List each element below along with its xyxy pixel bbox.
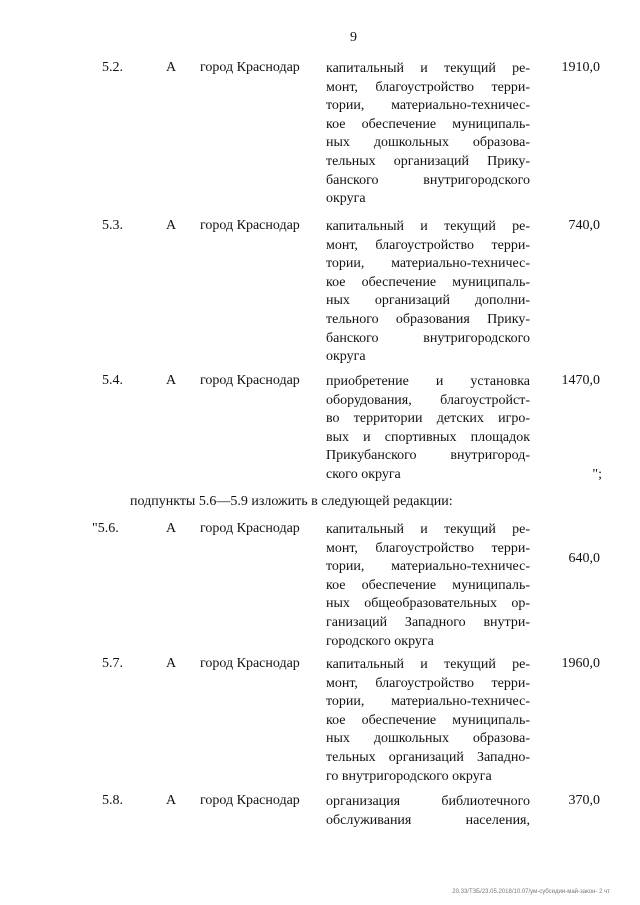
section-instruction: подпункты 5.6—5.9 изложить в следующей редакции: (130, 494, 453, 509)
description-line: во территории детских игро- (326, 411, 530, 427)
row-category: А (166, 60, 177, 75)
row-number: 5.7. (102, 656, 123, 671)
description-line: ского округа (326, 466, 401, 482)
description-line: монт, благоустройство терри- (326, 79, 530, 95)
description-line: капитальный и текущий ре- (326, 61, 530, 76)
description-line: городского округа (326, 633, 434, 649)
description-line: тельных организаций Прику- (326, 153, 530, 169)
row-category: А (166, 521, 177, 536)
row-description (326, 656, 530, 786)
description-line: капитальный и текущий ре- (326, 219, 530, 234)
description-line: округа (326, 191, 366, 207)
row-place: город Краснодар (200, 656, 300, 671)
row-number: "5.6. (92, 521, 119, 536)
row-number: 5.8. (102, 793, 123, 808)
row-place: город Краснодар (200, 60, 300, 75)
description-line: го внутригородского округа (326, 768, 492, 784)
description-line: Прикубанского внутригород- (326, 448, 530, 464)
description-line: ных дошкольных образова- (326, 731, 530, 747)
row-amount: 740,0 (568, 218, 600, 233)
row-place: город Краснодар (200, 793, 300, 808)
row-place: город Краснодар (200, 521, 300, 536)
row-description (326, 793, 530, 830)
row-amount: 1910,0 (561, 60, 600, 75)
description-line: кое обеспечение муниципаль- (326, 274, 530, 290)
row-description (326, 521, 530, 651)
description-line: ных общеобразовательных ор- (326, 596, 530, 612)
description-line: тории, материально-техничес- (326, 694, 530, 710)
row-number: 5.4. (102, 373, 123, 388)
page-number: 9 (350, 30, 357, 45)
description-line: тории, материально-техничес- (326, 98, 530, 114)
description-line: тории, материально-техничес- (326, 559, 530, 575)
description-line: кое обеспечение муниципаль- (326, 712, 530, 728)
row-place: город Краснодар (200, 373, 300, 388)
description-line: вых и спортивных площадок (326, 429, 530, 445)
description-line: тельного образования Прику- (326, 311, 530, 327)
description-line: капитальный и текущий ре- (326, 522, 530, 537)
description-line: кое обеспечение муниципаль- (326, 116, 530, 132)
row-category: А (166, 793, 177, 808)
description-line: капитальный и текущий ре- (326, 657, 530, 672)
description-line: организация библиотечного (326, 794, 530, 809)
document-footer: 20.33/ТЗБ/23.05.2018/10.07/ум-субсидии-май-закон- 2 чт (452, 889, 610, 895)
row-description (326, 373, 530, 485)
row-amount: 1960,0 (561, 656, 600, 671)
description-line: банского внутригородского (326, 330, 530, 346)
row-category: А (166, 656, 177, 671)
description-line: ганизаций Западного внутри- (326, 614, 530, 630)
description-line: тории, материально-техничес- (326, 256, 530, 272)
description-line: обслуживания населения, (326, 812, 530, 828)
row-category: А (166, 373, 177, 388)
row-number: 5.3. (102, 218, 123, 233)
description-line: ных дошкольных образова- (326, 135, 530, 151)
row-number: 5.2. (102, 60, 123, 75)
description-line: ных организаций дополни- (326, 293, 530, 309)
description-line: монт, благоустройство терри- (326, 540, 530, 556)
description-line: округа (326, 349, 366, 365)
closing-quote-mark: "; (592, 467, 602, 482)
description-line: кое обеспечение муниципаль- (326, 577, 530, 593)
row-amount: 1470,0 (561, 373, 600, 388)
row-place: город Краснодар (200, 218, 300, 233)
description-line: банского внутригородского (326, 172, 530, 188)
description-line: монт, благоустройство терри- (326, 675, 530, 691)
row-description (326, 60, 530, 209)
row-description (326, 218, 530, 367)
row-category: А (166, 218, 177, 233)
description-line: монт, благоустройство терри- (326, 237, 530, 253)
row-amount: 370,0 (568, 793, 600, 808)
description-line: оборудования, благоустройст- (326, 392, 530, 408)
row-amount: 640,0 (568, 551, 600, 566)
description-line: приобретение и установка (326, 374, 530, 389)
description-line: тельных организаций Западно- (326, 749, 530, 765)
